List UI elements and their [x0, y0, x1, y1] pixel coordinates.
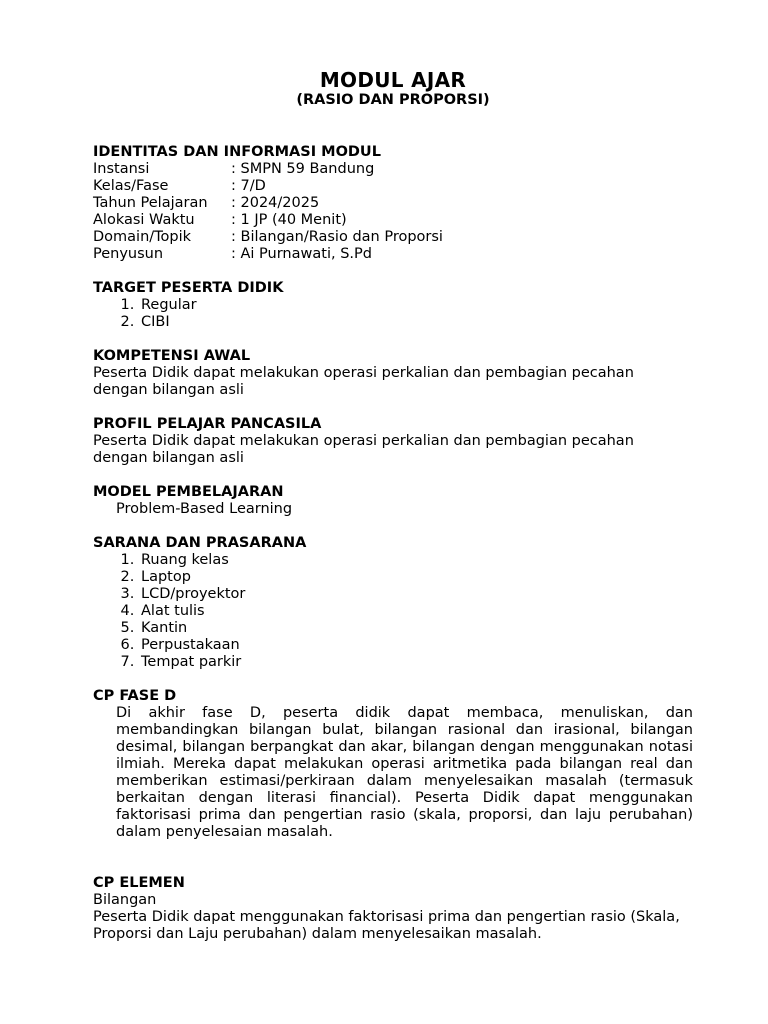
sarana-heading: SARANA DAN PRASARANA: [93, 535, 307, 551]
identitas-value: : 7/D: [231, 178, 266, 194]
sarana-list-item: 4. Alat tulis: [139, 603, 693, 620]
identitas-value: : Bilangan/Rasio dan Proporsi: [231, 229, 443, 245]
identitas-row: [93, 161, 693, 178]
page-title: MODUL AJAR: [319, 68, 467, 92]
identitas-key: Kelas/Fase: [93, 178, 169, 194]
page-subtitle: (RASIO DAN PROPORSI): [296, 92, 490, 108]
sarana-list-item: 5. Kantin: [139, 620, 693, 637]
cp-elemen-sub: Bilangan: [93, 892, 157, 908]
target-list: [93, 297, 693, 331]
identitas-value: : SMPN 59 Bandung: [231, 161, 375, 177]
identitas-value: : Ai Purnawati, S.Pd: [231, 246, 372, 262]
identitas-row: [93, 229, 693, 246]
identitas-key: Penyusun: [93, 246, 164, 262]
identitas-value: : 1 JP (40 Menit): [231, 212, 347, 228]
identitas-key: Tahun Pelajaran: [93, 195, 208, 211]
cp-fase-heading: CP FASE D: [93, 688, 177, 704]
sarana-list: [93, 552, 693, 671]
sarana-list-item: 1. Ruang kelas: [139, 552, 693, 569]
sarana-list-item: 6. Perpustakaan: [139, 637, 693, 654]
identitas-key: Alokasi Waktu: [93, 212, 195, 228]
profil-text: Peserta Didik dapat melakukan operasi perkalian dan pembagian pecahan dengan bilangan asli: [93, 433, 634, 466]
sarana-list-item: 2. Laptop: [139, 569, 693, 586]
identitas-row: [93, 246, 693, 263]
kompetensi-heading: KOMPETENSI AWAL: [93, 348, 251, 364]
kompetensi-text: Peserta Didik dapat melakukan operasi perkalian dan pembagian pecahan dengan bilangan asli: [93, 365, 634, 398]
target-list-item: 1. Regular: [139, 297, 693, 314]
identitas-row: [93, 212, 693, 229]
identitas-heading: IDENTITAS DAN INFORMASI MODUL: [93, 144, 381, 160]
cp-elemen-text: Peserta Didik dapat menggunakan faktorisasi prima dan pengertian rasio (Skala, Proporsi dan Laju perubahan) dalam menyelesaikan masalah.: [93, 909, 680, 942]
sarana-list-item: 7. Tempat parkir: [139, 654, 693, 671]
document-body: [93, 144, 693, 943]
identitas-key: Domain/Topik: [93, 229, 192, 245]
identitas-value: : 2024/2025: [231, 195, 320, 211]
identitas-row: [93, 178, 693, 195]
cp-fase-text: Di akhir fase D, peserta didik dapat membaca, menuliskan, dan membandingkan bilangan bulat, bilangan rasional dan irasional, bilangan desimal, bilangan berpangkat dan akar, bilangan dengan menggunakan notasi ilmiah. Mereka dapat melakukan operasi aritmetika pada bilangan real dan memberikan estimasi/perkiraan dalam menyelesaikan masalah (termasuk berkaitan dengan literasi financial). Peserta Didik dapat menggunakan faktorisasi prima dan pengertian rasio (skala, proporsi, dan laju perubahan) dalam penyelesaian masalah.: [116, 705, 693, 840]
model-heading: MODEL PEMBELAJARAN: [93, 484, 284, 500]
cp-elemen-heading: CP ELEMEN: [93, 875, 185, 891]
target-heading: TARGET PESERTA DIDIK: [93, 280, 284, 296]
identitas-key: Instansi: [93, 161, 150, 177]
target-list-item: 2. CIBI: [139, 314, 693, 331]
identitas-table: [93, 161, 693, 263]
identitas-row: [93, 195, 693, 212]
model-text: Problem-Based Learning: [116, 501, 293, 517]
profil-heading: PROFIL PELAJAR PANCASILA: [93, 416, 322, 432]
sarana-list-item: 3. LCD/proyektor: [139, 586, 693, 603]
